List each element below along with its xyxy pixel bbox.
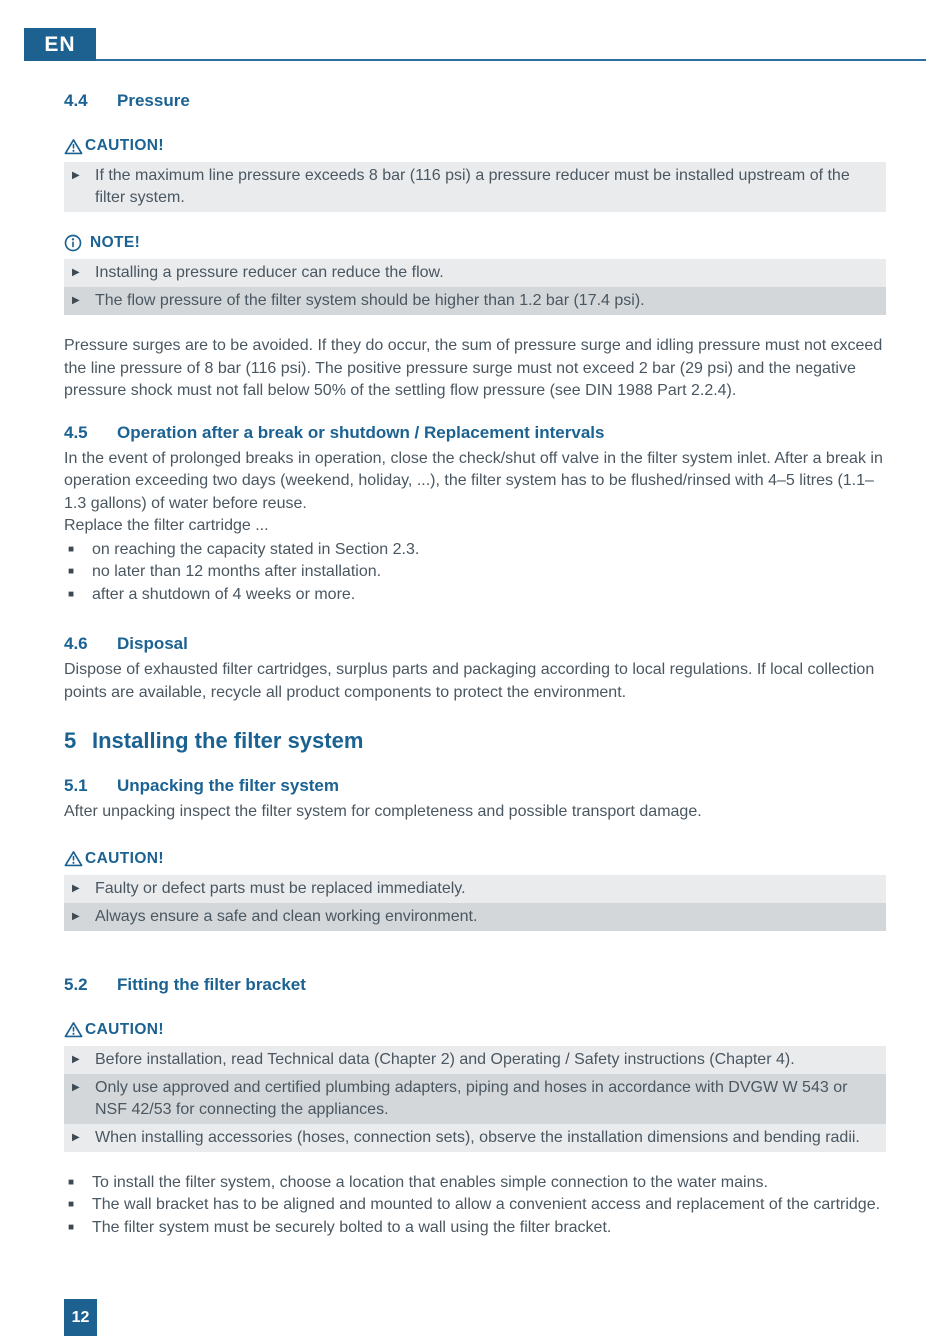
triangle-bullet-icon: ▶ xyxy=(72,1131,80,1143)
page-content xyxy=(0,91,950,1239)
warning-triangle-icon xyxy=(64,138,83,155)
list-item xyxy=(64,539,886,562)
square-bullet-icon: ■ xyxy=(68,1199,75,1210)
list-item xyxy=(64,584,886,607)
list-item xyxy=(64,1217,886,1240)
square-bullet-icon: ■ xyxy=(68,1176,75,1188)
list-item xyxy=(64,561,886,584)
note-label: NOTE! xyxy=(90,234,141,251)
list-lead-text: Replace the filter cartridge ... xyxy=(64,517,269,534)
section-number: 4.4 xyxy=(64,91,88,110)
list-item-text: The filter system must be securely bolted to a wall using the filter bracket. xyxy=(92,1218,612,1236)
caution-item-text: Before installation, read Technical data (Chapter 2) and Operating / Safety instructions (Chapter 4). xyxy=(95,1050,795,1068)
caution-heading xyxy=(64,850,886,868)
caution-item xyxy=(64,1074,886,1124)
caution-label: CAUTION! xyxy=(85,849,164,867)
section-number: 5.1 xyxy=(64,776,88,795)
section-4-6-heading xyxy=(64,634,886,654)
list-item-text: no later than 12 months after installation. xyxy=(92,563,382,580)
replacement-interval-list xyxy=(64,539,886,607)
note-heading xyxy=(64,234,886,252)
triangle-bullet-icon: ▶ xyxy=(72,910,80,922)
paragraph: In the event of prolonged breaks in operation, close the check/shut off valve in the filter system inlet. After a break in operation exceeding two days (weekend, holiday, ...), the filter system has to be flushed/rinsed with 4–5 litres (1.1–1.3 gallons) of water before reuse. xyxy=(64,449,883,512)
triangle-bullet-icon: ▶ xyxy=(72,267,80,278)
language-tab: EN xyxy=(24,28,96,61)
triangle-bullet-icon: ▶ xyxy=(72,295,80,306)
caution-item-text: When installing accessories (hoses, connection sets), observe the installation dimensions and bending radii. xyxy=(95,1128,860,1146)
chapter-number: 5 xyxy=(64,728,77,753)
list-item xyxy=(64,1172,886,1195)
caution-item-text: Faulty or defect parts must be replaced immediately. xyxy=(95,879,466,897)
installation-list xyxy=(64,1172,886,1240)
square-bullet-icon: ■ xyxy=(68,543,75,555)
square-bullet-icon: ■ xyxy=(68,588,75,600)
caution-block xyxy=(64,162,886,212)
note-item-text: Installing a pressure reducer can reduce the flow. xyxy=(95,264,444,281)
list-item-text: after a shutdown of 4 weeks or more. xyxy=(92,585,356,603)
paragraph: Pressure surges are to be avoided. If they do occur, the sum of pressure surge and idling pressure must not exceed the line pressure of 8 bar (116 psi). The positive pressure surge must not exceed 2 bar (29 psi) and the negative pressure shock must not fall below 50% of the settling flow pressure (see DIN 1988 Part 2.2.4). xyxy=(64,337,883,399)
warning-triangle-icon xyxy=(64,1021,83,1038)
section-title: Pressure xyxy=(117,91,190,110)
caution-block xyxy=(64,875,886,931)
triangle-bullet-icon: ▶ xyxy=(72,170,80,181)
warning-triangle-icon xyxy=(64,850,83,867)
paragraph: After unpacking inspect the filter system for completeness and possible transport damage. xyxy=(64,803,702,820)
section-number: 5.2 xyxy=(64,974,88,994)
header-rule xyxy=(96,59,926,61)
chapter-5-heading xyxy=(64,728,886,754)
list-item-text: To install the filter system, choose a location that enables simple connection to the water mains. xyxy=(92,1173,768,1191)
triangle-bullet-icon: ▶ xyxy=(72,882,80,894)
triangle-bullet-icon: ▶ xyxy=(72,1053,80,1065)
section-title: Unpacking the filter system xyxy=(117,776,340,795)
section-title: Operation after a break or shutdown / Replacement intervals xyxy=(117,422,605,442)
section-5-1-heading xyxy=(64,776,886,796)
caution-block xyxy=(64,1046,886,1152)
section-4-5-heading xyxy=(64,423,886,443)
note-item xyxy=(64,259,886,287)
chapter-title: Installing the filter system xyxy=(92,728,364,753)
caution-item xyxy=(64,162,886,212)
note-item xyxy=(64,287,886,315)
caution-item xyxy=(64,875,886,903)
caution-item xyxy=(64,903,886,931)
info-circle-icon xyxy=(64,234,82,252)
section-5-2-heading xyxy=(64,975,886,995)
list-item-text: on reaching the capacity stated in Section 2.3. xyxy=(92,540,420,558)
page-header xyxy=(24,28,926,61)
section-4-4-heading xyxy=(64,91,886,111)
caution-heading xyxy=(64,1021,886,1039)
caution-label: CAUTION! xyxy=(85,1020,164,1038)
list-item xyxy=(64,1194,886,1217)
caution-item xyxy=(64,1124,886,1152)
note-item-text: The flow pressure of the filter system should be higher than 1.2 bar (17.4 psi). xyxy=(95,292,645,309)
section-title: Disposal xyxy=(117,634,188,653)
caution-item-text: Only use approved and certified plumbing adapters, piping and hoses in accordance with DVGW W 543 or NSF 42/53 for connecting the appliances. xyxy=(95,1078,848,1118)
section-number: 4.6 xyxy=(64,634,88,653)
list-item-text: The wall bracket has to be aligned and mounted to allow a convenient access and replacement of the cartridge. xyxy=(92,1196,881,1213)
paragraph: Dispose of exhausted filter cartridges, surplus parts and packaging according to local regulations. If local collection points are available, recycle all product components to protect the environment. xyxy=(64,661,875,701)
caution-item xyxy=(64,1046,886,1074)
triangle-bullet-icon: ▶ xyxy=(72,1081,80,1093)
page-number: 12 xyxy=(64,1299,97,1336)
square-bullet-icon: ■ xyxy=(68,1221,75,1233)
square-bullet-icon: ■ xyxy=(68,566,75,577)
caution-label: CAUTION! xyxy=(85,137,164,154)
caution-item-text: If the maximum line pressure exceeds 8 bar (116 psi) a pressure reducer must be installed upstream of the filter system. xyxy=(95,167,850,206)
section-title: Fitting the filter bracket xyxy=(117,974,306,994)
section-number: 4.5 xyxy=(64,422,88,442)
caution-heading xyxy=(64,137,886,155)
note-block xyxy=(64,259,886,315)
caution-item-text: Always ensure a safe and clean working environment. xyxy=(95,907,478,925)
